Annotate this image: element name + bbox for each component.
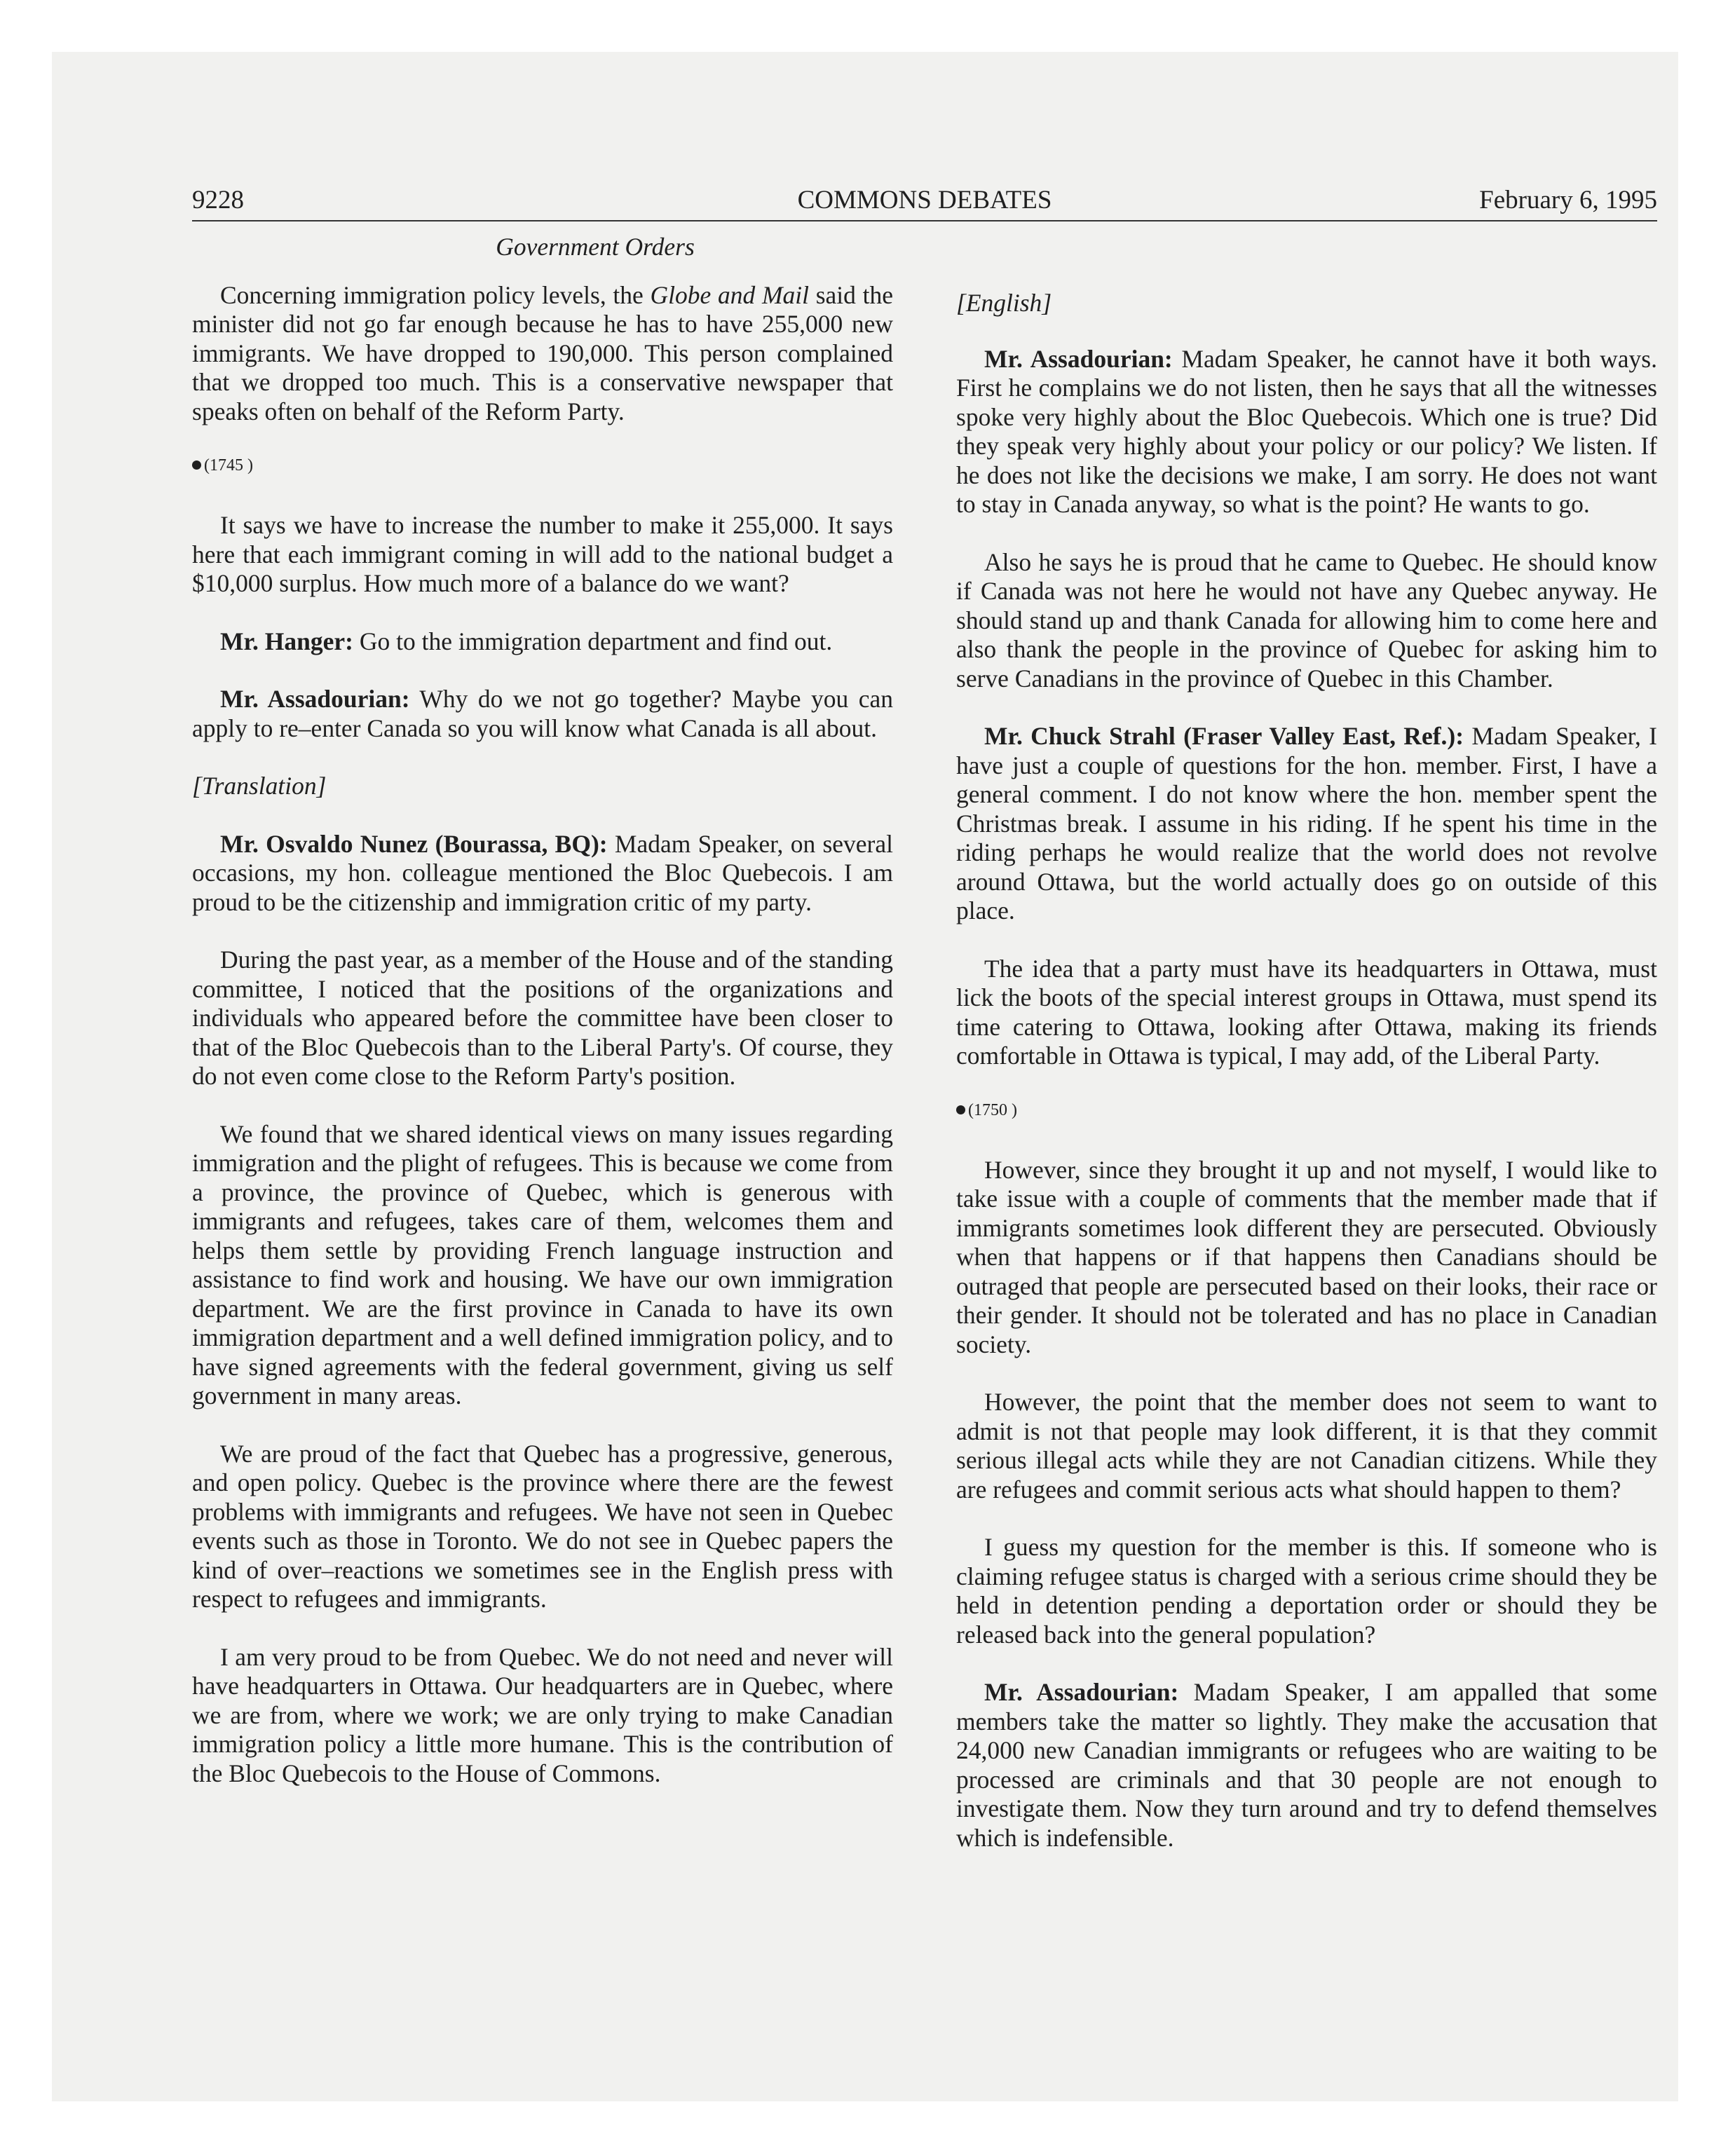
paragraph: I am very proud to be from Quebec. We do not need and never will have headquarters in Ottawa. Our headquarters are in Quebec, where we are from, where we work; we are only trying to make Canadian immigration policy a little more humane. This is the contribution of the Bloc Quebecois to the House of Commons. <box>192 1642 893 1787</box>
speaker-name: Mr. Osvaldo Nunez (Bourassa, BQ): <box>220 829 608 858</box>
publication-title: COMMONS DEBATES <box>797 186 1052 214</box>
paragraph: We found that we shared identical views on many issues regarding immigration and the plight of refugees. This is because we come from a province, the province of Quebec, which is generous with immigrants and refugees, takes care of them, welcomes them and helps them settle by providing French language instruction and assistance to find work and housing. We have our own immigration department. We are the first province in Canada to have its own immigration department and a well defined immigration policy, and to have signed agreements with the federal government, giving us self government in many areas. <box>192 1119 893 1410</box>
document-page <box>192 185 1657 2021</box>
paragraph: We are proud of the fact that Quebec has a progressive, generous, and open policy. Quebec is the province where there are the fewest problems with immigrants and refugees. We have not seen in Quebec events such as those in Toronto. We do not see in Quebec papers the kind of over–reactions we sometimes see in the English press with respect to refugees and immigrants. <box>192 1439 893 1613</box>
speech-paragraph: Mr. Assadourian: Why do we not go together? Maybe you can apply to re–enter Canada so you will know what Canada is all about. <box>192 685 893 742</box>
paragraph: However, the point that the member does not seem to want to admit is not that people may look different, it is that they commit serious illegal acts while they are not Canadian citizens. While they are refugees and commit serious acts what should happen to them? <box>956 1388 1657 1503</box>
paragraph: However, since they brought it up and not myself, I would like to take issue with a couple of comments that the member made that if immigrants sometimes look different they are persecuted. Obviously when that happens or if that happens then Canadians should be outraged that people are persecuted based on their looks, their race or their gender. It should not be tolerated and has no place in Canadian society. <box>956 1155 1657 1358</box>
speaker-name: Mr. Chuck Strahl (Fraser Valley East, Ref.): <box>984 722 1464 750</box>
running-header <box>192 185 1657 220</box>
paragraph: The idea that a party must have its headquarters in Ottawa, must lick the boots of the special interest groups in Ottawa, must spend its time catering to Ottawa, looking after Ottawa, making its friends comfortable in Ottawa is typical, I may add, of the Liberal Party. <box>956 954 1657 1070</box>
newspaper-name: Globe and Mail <box>650 280 809 309</box>
bullet-icon <box>956 1105 965 1114</box>
paragraph: I guess my question for the member is this. If someone who is claiming refugee status is charged with a serious crime should they be held in detention pending a deportation order or should they be released back into the general population? <box>956 1533 1657 1649</box>
speech-paragraph: Mr. Hanger: Go to the immigration department and find out. <box>220 627 833 655</box>
translation-tag: [Translation] <box>192 772 327 800</box>
publication-date: February 6, 1995 <box>1479 186 1657 214</box>
english-tag: [English] <box>956 289 1052 317</box>
speaker-name: Mr. Hanger: <box>220 627 353 655</box>
speaker-name: Mr. Assadourian: <box>220 685 410 713</box>
speech-paragraph: Mr. Assadourian: Madam Speaker, I am appalled that some members take the matter so lightly. They make the accusation that 24,000 new Canadian immigrants or refugees who are waiting to be processed are criminals and that 30 people are not enough to investigate them. Now they turn around and try to defend themselves which is indefensible. <box>956 1678 1657 1852</box>
page-number: 9228 <box>192 186 244 214</box>
time-marker: (1750 ) <box>956 1100 1657 1121</box>
paragraph: During the past year, as a member of the House and of the standing committee, I noticed that the positions of the organizations and individuals who appeared before the committee have been closer to that of the Bloc Quebecois than to the Liberal Party's. Of course, they do not even come close to the Reform Party's position. <box>192 946 893 1090</box>
right-column <box>956 289 1657 1881</box>
time-marker: (1745 ) <box>192 455 893 476</box>
bullet-icon <box>192 460 201 470</box>
paragraph: Also he says he is proud that he came to Quebec. He should know if Canada was not here he would not have any Quebec anyway. He should stand up and thank Canada for allowing him to come here and also thank the people in the province of Quebec for asking him to serve Canadians in the province of Quebec in this Chamber. <box>956 547 1657 692</box>
speaker-name: Mr. Assadourian: <box>984 1678 1179 1706</box>
paragraph: Concerning immigration policy levels, the Globe and Mail said the minister did not go far enough because he has to have 255,000 new immigrants. We have dropped to 190,000. This person complained that we dropped too much. This is a conservative newspaper that speaks often on behalf of the Reform Party. <box>192 280 893 425</box>
speaker-name: Mr. Assadourian: <box>984 344 1173 373</box>
header-rule <box>192 220 1657 221</box>
paragraph: It says we have to increase the number to make it 255,000. It says here that each immigrant coming in will add to the national budget a $10,000 surplus. How much more of a balance do we want? <box>192 511 893 597</box>
left-column <box>192 233 893 1817</box>
speech-paragraph: Mr. Assadourian: Madam Speaker, he cannot have it both ways. First he complains we do not listen, then he says that all the witnesses spoke very highly about the Bloc Quebecois. Which one is true? Did they speak very highly about your policy or our policy? We listen. If he does not like the decisions we make, I am sorry. He does not want to stay in Canada anyway, so what is the point? He wants to go. <box>956 344 1657 518</box>
speech-paragraph: Mr. Chuck Strahl (Fraser Valley East, Ref.): Madam Speaker, I have just a couple of questions for the hon. member. First, I have a general comment. I do not know where the hon. member spent the Christmas break. I assume in his riding. If he spent his time in the riding perhaps he would realize that the world does not revolve around Ottawa, but the world actually does go on outside of this place. <box>956 722 1657 925</box>
section-title: Government Orders <box>496 233 695 261</box>
speech-paragraph: Mr. Osvaldo Nunez (Bourassa, BQ): Madam Speaker, on several occasions, my hon. colleague mentioned the Bloc Quebecois. I am proud to be the citizenship and immigration critic of my party. <box>192 829 893 916</box>
page-sheet <box>52 52 1678 2101</box>
